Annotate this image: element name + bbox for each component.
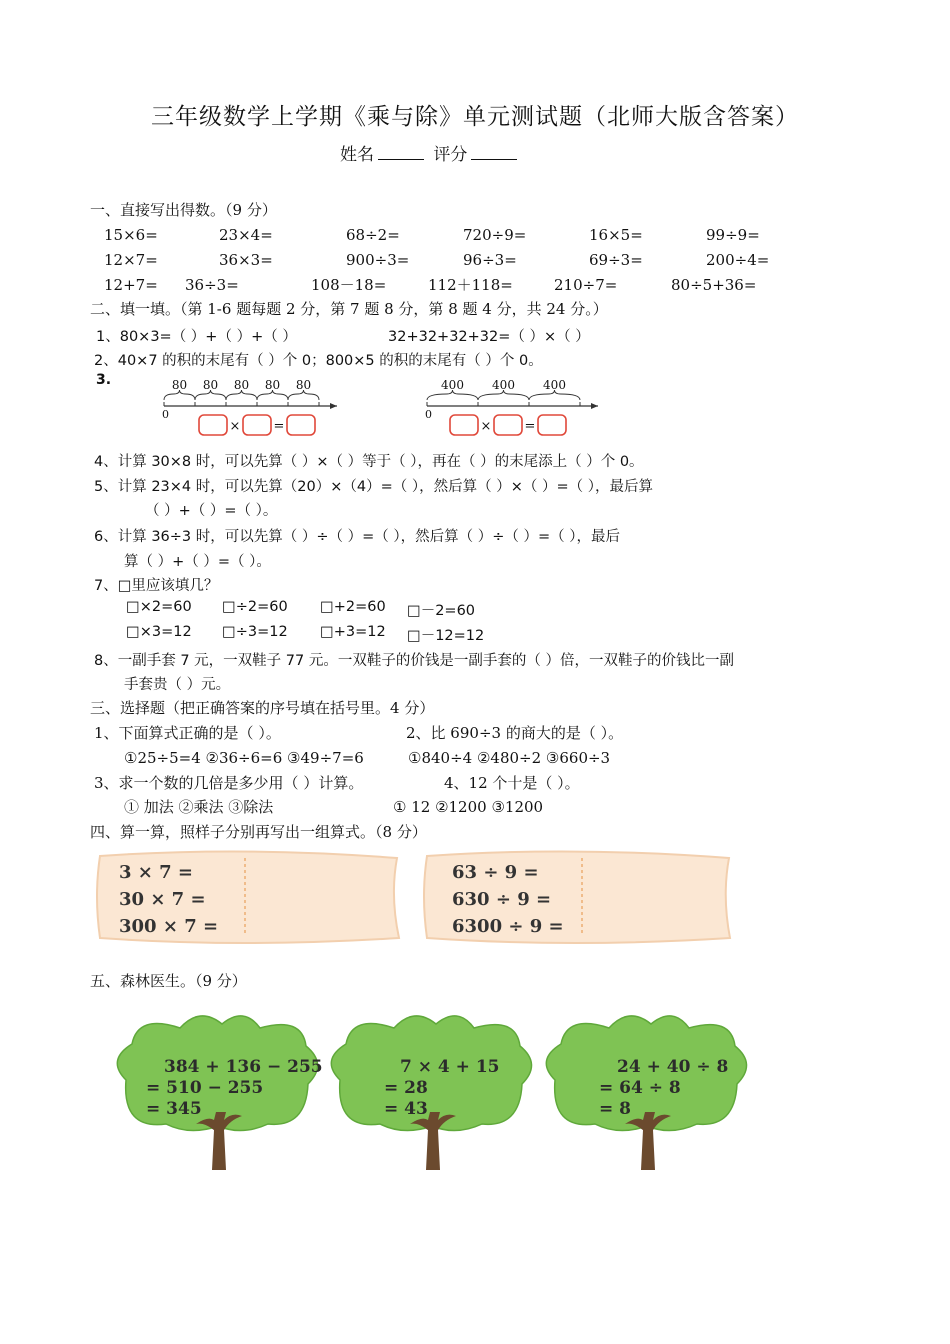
- section1-heading: 一、直接写出得数。（9 分）: [90, 201, 277, 219]
- tree-calc-line: = 510 − 255: [146, 1078, 264, 1098]
- mental-calc-item: 36×3=: [219, 251, 273, 269]
- mental-calc-item: 108－18=: [311, 276, 387, 294]
- mental-calc-item: 12+7=: [104, 276, 158, 294]
- example-expression: 6300 ÷ 9 =: [452, 916, 564, 937]
- segment-label: 80: [202, 380, 219, 392]
- fill-box-equation: □－12=12: [407, 628, 485, 644]
- s2-q3-label: 3.: [96, 372, 112, 388]
- answer-box[interactable]: [494, 415, 522, 435]
- segment-label: 80: [264, 380, 281, 392]
- example-expression: 630 ÷ 9 =: [452, 889, 552, 910]
- segment-label: 80: [233, 380, 250, 392]
- s2-q6a: 6、计算 36÷3 时，可以先算（ ）÷（ ）=（ ），然后算（ ）÷（ ）=（ ），最后: [94, 529, 621, 545]
- example-expression: 30 × 7 =: [119, 889, 206, 910]
- times-sign: ×: [229, 419, 241, 434]
- fill-box-equation: □+3=12: [320, 624, 386, 640]
- mental-calc-item: 900÷3=: [346, 251, 410, 269]
- section3-heading: 三、选择题（把正确答案的序号填在括号里。4 分）: [90, 699, 435, 717]
- answer-box[interactable]: [450, 415, 478, 435]
- fill-box-equation: □×2=60: [126, 599, 192, 615]
- tree-calc-line: 7 × 4 + 15: [400, 1057, 500, 1077]
- forest-doctor-trees: [110, 1012, 760, 1177]
- tree-calc-line: 384 + 136 − 255: [164, 1057, 323, 1077]
- s2-q8b: 手套贵（ ）元。: [124, 677, 231, 693]
- segment-label: 80: [171, 380, 188, 392]
- zero-label: 0: [162, 408, 169, 421]
- fill-box-equation: □+2=60: [320, 599, 386, 615]
- s3-q1-options: ①25÷5=4 ②36÷6=6 ③49÷7=6: [124, 749, 364, 767]
- mental-calc-item: 16×5=: [589, 226, 643, 244]
- mental-calc-item: 15×6=: [104, 226, 158, 244]
- number-line-right: [425, 380, 598, 435]
- mental-calc-item: 12×7=: [104, 251, 158, 269]
- tree-calc-line: = 64 ÷ 8: [599, 1078, 681, 1098]
- s2-q8a: 8、一副手套 7 元，一双鞋子 77 元。一双鞋子的价钱是一副手套的（ ）倍，一双鞋子的价钱比一副: [94, 653, 734, 669]
- example-expression: 63 ÷ 9 =: [452, 862, 539, 883]
- s3-q2-options: ①840÷4 ②480÷2 ③660÷3: [408, 749, 611, 767]
- zero-label: 0: [425, 408, 432, 421]
- example-expression: 300 × 7 =: [119, 916, 219, 937]
- s2-q6b: 算（ ）+（ ）=（ ）。: [124, 554, 271, 570]
- answer-box[interactable]: [243, 415, 271, 435]
- fill-box-equation: □－2=60: [407, 603, 476, 619]
- score-blank[interactable]: [471, 145, 517, 160]
- s3-q4-options: ① 12 ②1200 ③1200: [393, 798, 544, 816]
- mental-calc-item: 80÷5+36=: [671, 276, 757, 294]
- segment-label: 400: [441, 380, 464, 392]
- equals-sign: =: [524, 419, 536, 434]
- tree: [546, 1016, 746, 1170]
- name-blank[interactable]: [378, 145, 424, 160]
- segment-label: 80: [295, 380, 312, 392]
- s3-q4: 4、12 个十是（ ）。: [444, 774, 580, 792]
- s2-q5a: 5、计算 23×4 时，可以先算（20）×（4）=（ ），然后算（ ）×（ ）=（ ），最后算: [94, 479, 653, 495]
- name-label: 姓名: [340, 145, 374, 165]
- number-line-arrow: [330, 403, 337, 409]
- s3-q3: 3、求一个数的几倍是多少用（ ）计算。: [94, 774, 364, 792]
- trees-group: [117, 1016, 746, 1170]
- mental-calc-item: 720÷9=: [463, 226, 527, 244]
- s3-q1: 1、下面算式正确的是（ ）。: [94, 724, 281, 742]
- answer-box[interactable]: [287, 415, 315, 435]
- mental-calc-item: 68÷2=: [346, 226, 400, 244]
- number-line-arrow: [591, 403, 598, 409]
- example-expression: 3 × 7 =: [119, 862, 194, 883]
- score-label: 评分: [433, 145, 468, 165]
- mental-calc-item: 23×4=: [219, 226, 273, 244]
- name-score-line: [340, 140, 521, 165]
- section2-heading: 二、填一填。（第 1-6 题每题 2 分，第 7 题 8 分，第 8 题 4 分，共 24 分。）: [90, 300, 608, 318]
- number-line-figures: [150, 380, 620, 442]
- s2-q1a: 1、80×3=（ ）+（ ）+（ ）: [96, 329, 297, 345]
- mental-calc-item: 69÷3=: [589, 251, 643, 269]
- fill-box-equation: □÷2=60: [222, 599, 288, 615]
- section4-heading: 四、算一算，照样子分别再写出一组算式。（8 分）: [90, 823, 427, 841]
- s2-q1b: 32+32+32+32=（ ）×（ ）: [388, 329, 590, 345]
- segment-label: 400: [492, 380, 515, 392]
- s2-q4: 4、计算 30×8 时，可以先算（ ）×（ ）等于（ ），再在（ ）的末尾添上（ ）个 0。: [94, 454, 644, 470]
- section5-heading: 五、森林医生。（9 分）: [90, 972, 247, 990]
- mental-calc-item: 36÷3=: [185, 276, 239, 294]
- s3-q3-options: ① 加法 ②乘法 ③除法: [124, 798, 274, 816]
- page-title: 三年级数学上学期《乘与除》单元测试题（北师大版含答案）: [151, 104, 799, 130]
- tree-calc-line: = 8: [599, 1099, 631, 1119]
- mental-calc-item: 99÷9=: [706, 226, 760, 244]
- times-sign: ×: [480, 419, 492, 434]
- mental-calc-item: 112＋118=: [428, 276, 513, 294]
- tree: [331, 1016, 531, 1170]
- tree-calc-line: 24 + 40 ÷ 8: [617, 1057, 729, 1077]
- equals-sign: =: [273, 419, 285, 434]
- s2-q5b: （ ）+（ ）=（ ）。: [145, 503, 278, 519]
- tree-calc-line: = 43: [384, 1099, 428, 1119]
- tree-calc-line: = 345: [146, 1099, 202, 1119]
- s2-q7: 7、□里应该填几？: [94, 578, 219, 594]
- fill-box-equation: □÷3=12: [222, 624, 288, 640]
- answer-box[interactable]: [199, 415, 227, 435]
- tree-calc-line: = 28: [384, 1078, 428, 1098]
- segment-label: 400: [543, 380, 566, 392]
- answer-box[interactable]: [538, 415, 566, 435]
- number-line-left: [162, 380, 337, 435]
- tree: [117, 1016, 322, 1170]
- mental-calc-item: 210÷7=: [554, 276, 618, 294]
- s3-q2: 2、比 690÷3 的商大的是（ ）。: [406, 724, 624, 742]
- fill-box-equation: □×3=12: [126, 624, 192, 640]
- mental-calc-item: 96÷3=: [463, 251, 517, 269]
- calc-panels: [92, 848, 737, 946]
- mental-calc-item: 200÷4=: [706, 251, 770, 269]
- s2-q2: 2、40×7 的积的末尾有（ ）个 0；800×5 的积的末尾有（ ）个 0。: [94, 353, 543, 369]
